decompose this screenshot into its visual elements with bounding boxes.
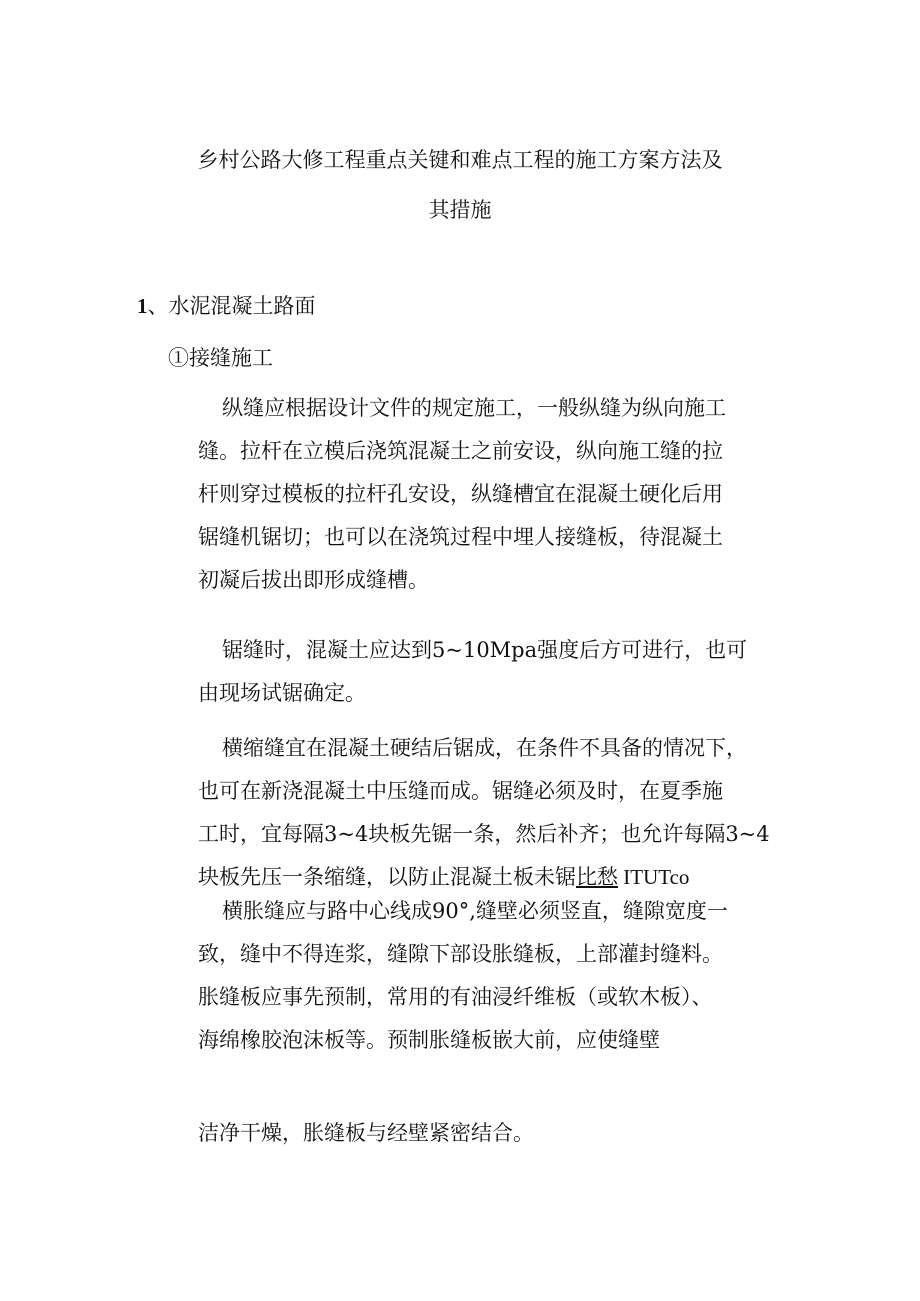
paragraph-line: 锯缝时，混凝土应达到5~10Mpa强度后方可进行，也可 — [222, 638, 748, 662]
document-title-line-1: 乡村公路大修工程重点关键和难点工程的施工方案方法及 — [197, 148, 723, 172]
paragraph-sawing-time — [198, 629, 798, 715]
paragraph-line: 也可在新浇混凝土中压缝而成。锯缝必须及时，在夏季施 — [198, 779, 723, 803]
section-separator: 、 — [147, 294, 169, 318]
paragraph-transverse-contraction-joint — [198, 727, 798, 899]
paragraph-line: 由现场试锯确定。 — [198, 681, 366, 705]
document-title-line-2: 其措施 — [428, 198, 492, 222]
paragraph-line: 纵缝应根据设计文件的规定施工，一般纵缝为纵向施工 — [222, 396, 726, 420]
paragraph-line: 海绵橡胶泡沫板等。预制胀缝板嵌大前，应使缝壁 — [198, 1028, 660, 1052]
paragraph-line: 缝。拉杆在立模后浇筑混凝土之前安设，纵向施工缝的拉 — [198, 439, 723, 463]
last-line-text: 块板先压一条缩缝，以防止混凝土板未锯 — [198, 865, 576, 889]
paragraph-line: 杆则穿过模板的拉杆孔安设，纵缝槽宜在混凝土硬化后用 — [198, 482, 723, 506]
section-title: 水泥混凝土路面 — [168, 294, 316, 318]
paragraph-line: 洁净干燥，胀缝板与经壁紧密结合。 — [198, 1121, 534, 1145]
section-heading — [137, 290, 316, 320]
paragraph-line: 横胀缝应与路中心线成90°,缝壁必须竖直，缝隙宽度一 — [222, 899, 728, 923]
garbled-text: ITUTco — [618, 865, 690, 889]
paragraph-line: 横缩缝宜在混凝土硬结后锯成，在条件不具备的情况下， — [222, 736, 747, 760]
paragraph-longitudinal-joint — [198, 387, 798, 602]
subsection-heading: ①接缝施工 — [168, 346, 273, 370]
paragraph-line: 胀缝板应事先预制，常用的有油浸纤维板（或软木板）、 — [198, 985, 713, 1009]
paragraph-expansion-joint — [198, 890, 798, 1062]
underlined-text: 比愁 — [576, 865, 618, 889]
paragraph-line: 致，缝中不得连浆，缝隙下部设胀缝板，上部灌封缝料。 — [198, 942, 723, 966]
section-number: 1 — [137, 294, 148, 318]
paragraph-expansion-joint-continued — [198, 1112, 798, 1155]
paragraph-line: 工时，宜每隔3~4块板先锯一条，然后补齐；也允许每隔3~4 — [198, 822, 770, 846]
paragraph-line: 初凝后拔出即形成缝槽。 — [198, 568, 429, 592]
paragraph-line: 锯缝机锯切；也可以在浇筑过程中埋人接缝板，待混凝土 — [198, 525, 723, 549]
